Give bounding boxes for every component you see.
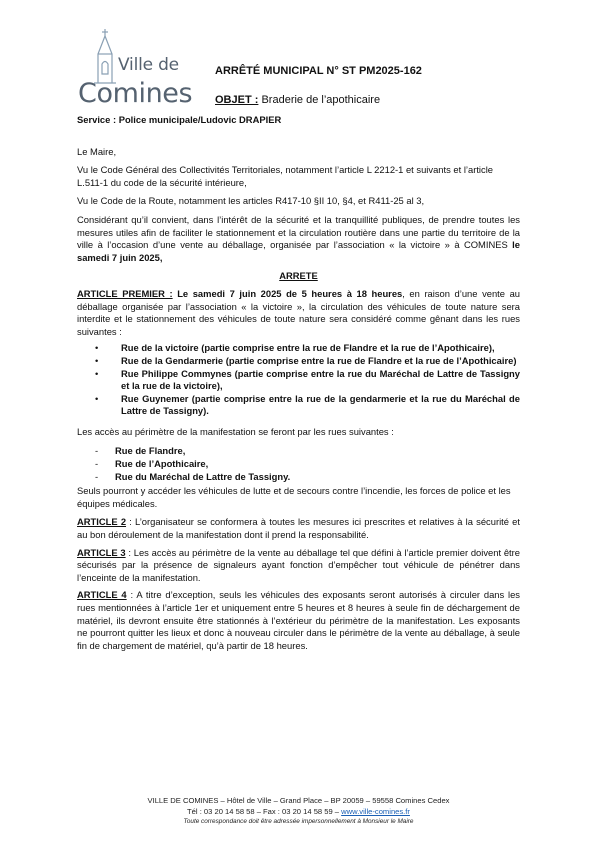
list-item xyxy=(95,354,520,368)
footer-contact xyxy=(80,807,517,818)
article-1-text: , en raison d’une vente au déballage organisée par l’association « la victoire », la circulation des véhicules de toute nature sera interdite et le stationnement des véhicules de toute nature sera considéré comme gênant dans les rues suivantes : xyxy=(77,287,521,337)
bullet-icon: • xyxy=(95,392,99,404)
article-4-paragraph xyxy=(77,589,520,652)
list-item xyxy=(95,342,520,355)
article-3-label: ARTICLE 3 xyxy=(77,546,126,558)
list-item xyxy=(95,367,520,393)
article-2-paragraph xyxy=(77,516,520,541)
service-line: Service : Police municipale/Ludovic DRAPIER xyxy=(77,114,282,125)
street-text: Rue du Maréchal de Lattre de Tassigny. xyxy=(115,470,291,482)
street-text: Rue de la Gendarmerie (partie comprise entre la rue de Flandre et la rue de l’Apothicaire) xyxy=(121,354,517,366)
street-text: Rue de la victoire (partie comprise entre la rue de Flandre et la rue de l’Apothicaire), xyxy=(121,342,495,354)
document-title: ARRÊTÉ MUNICIPAL N° ST PM2025-162 xyxy=(215,65,422,77)
access-intro: Les accès au périmètre de la manifestation se feront par les rues suivantes : xyxy=(77,425,394,437)
footer-address: VILLE DE COMINES – Hôtel de Ville – Grand Place – BP 20059 – 59558 Comines Cedex xyxy=(147,796,450,805)
article-1-label: ARTICLE PREMIER : xyxy=(77,287,173,299)
logo-text-city: Comines xyxy=(78,78,193,109)
considerant-text: Considérant qu’il convient, dans l’intérêt de la sécurité et la tranquillité publiques, de prendre toutes les mesures utiles afin de faciliter le stationnement et la circulation routière dans une partie du territoire de la ville à l’occasion d’une vente au déballage, organisée par l’association « la victoire » à COMINES xyxy=(77,213,520,251)
emergency-access-text: Seuls pourront y accéder les véhicules de lutte et de secours contre l’incendie, les forces de police et les équipes médicales. xyxy=(77,485,511,509)
article-4-label: ARTICLE 4 xyxy=(77,589,127,601)
city-logo xyxy=(78,28,198,110)
footer-notice: Toute correspondance doit être adressée impersonnellement à Monsieur le Maire xyxy=(183,818,414,826)
article-1-date: Le samedi 7 juin 2025 de 5 heures à 18 heures xyxy=(172,287,403,299)
bullet-icon: • xyxy=(95,354,99,366)
document-body xyxy=(77,114,520,652)
list-item xyxy=(95,392,520,418)
page-footer xyxy=(80,796,517,828)
legal-reference-1: Vu le Code Général des Collectivités Territoriales, notamment l’article L 2212-1 et suivants et l’article L.511-1 du code de la sécurité intérieure, xyxy=(77,164,493,188)
article-1-paragraph xyxy=(77,288,520,338)
article-3-paragraph xyxy=(77,547,520,585)
article-3-text: : Les accès au périmètre de la vente au déballage tel que défini à l’article premier doivent être sécurisés par la présence de signaleurs ayant fonction d’empêcher tout véhicule de pénétrer dans l’enceinte de la manifestation. xyxy=(77,546,520,583)
subject-line xyxy=(215,94,380,106)
street-text: Rue Philippe Commynes (partie comprise entre la rue du Maréchal de Lattre de Tassigny et la rue de la victoire), xyxy=(121,367,520,392)
list-item xyxy=(95,458,520,471)
subject-text: Braderie de l’apothicaire xyxy=(258,94,381,106)
legal-reference-2: Vu le Code de la Route, notamment les articles R417-10 §II 10, §4, et R411-25 al 3, xyxy=(77,195,425,207)
bullet-icon: • xyxy=(95,367,99,379)
mayor-line: Le Maire, xyxy=(77,145,117,157)
considerant-paragraph xyxy=(77,214,520,264)
church-icon xyxy=(92,28,118,84)
subject-label: OBJET : xyxy=(215,94,259,106)
footer-phone: Tél : 03 20 14 58 58 – Fax : 03 20 14 58 59 – xyxy=(187,806,342,816)
arrete-heading: ARRETE xyxy=(279,270,318,282)
street-text: Rue de l’Apothicaire, xyxy=(115,458,209,470)
dash-icon: - xyxy=(95,445,99,457)
access-streets-list xyxy=(77,445,520,483)
article-4-text: : A titre d’exception, seuls les véhicules des exposants seront autorisés à circuler dans les rues mentionnées à l’article 1er et uniquement entre 5 heures et 8 heures à seule fin de déchargement de matériel, ils devront ensuite être stationnés à l’extérieur du périmètre de la manifestation. Les exposants ne pourront quitter les lieux et donc à nouveau circuler dans le périmètre de la vente au déballage, à seule fin de chargement de matériel, qu’à partir de 18 heures. xyxy=(77,589,520,651)
bullet-icon: • xyxy=(95,342,99,354)
list-item xyxy=(95,470,520,484)
considerant-date: le samedi 7 juin 2025, xyxy=(77,239,520,263)
dash-icon: - xyxy=(95,470,99,482)
street-text: Rue de Flandre, xyxy=(115,445,186,457)
website-link[interactable]: www.ville-comines.fr xyxy=(341,806,410,816)
dash-icon: - xyxy=(95,458,99,470)
street-text: Rue Guynemer (partie comprise entre la rue de la gendarmerie et la rue du Maréchal de Lattre de Tassigny). xyxy=(121,392,520,417)
logo-text-ville: Ville de xyxy=(118,55,179,75)
list-item xyxy=(95,445,520,458)
article-2-text: : L’organisateur se conformera à toutes les mesures ici prescrites et relatives à la sécurité et au bon déroulement de la manifestation dont il prend la responsabilité. xyxy=(77,516,520,541)
closed-streets-list xyxy=(77,342,520,418)
article-2-label: ARTICLE 2 xyxy=(77,516,127,528)
